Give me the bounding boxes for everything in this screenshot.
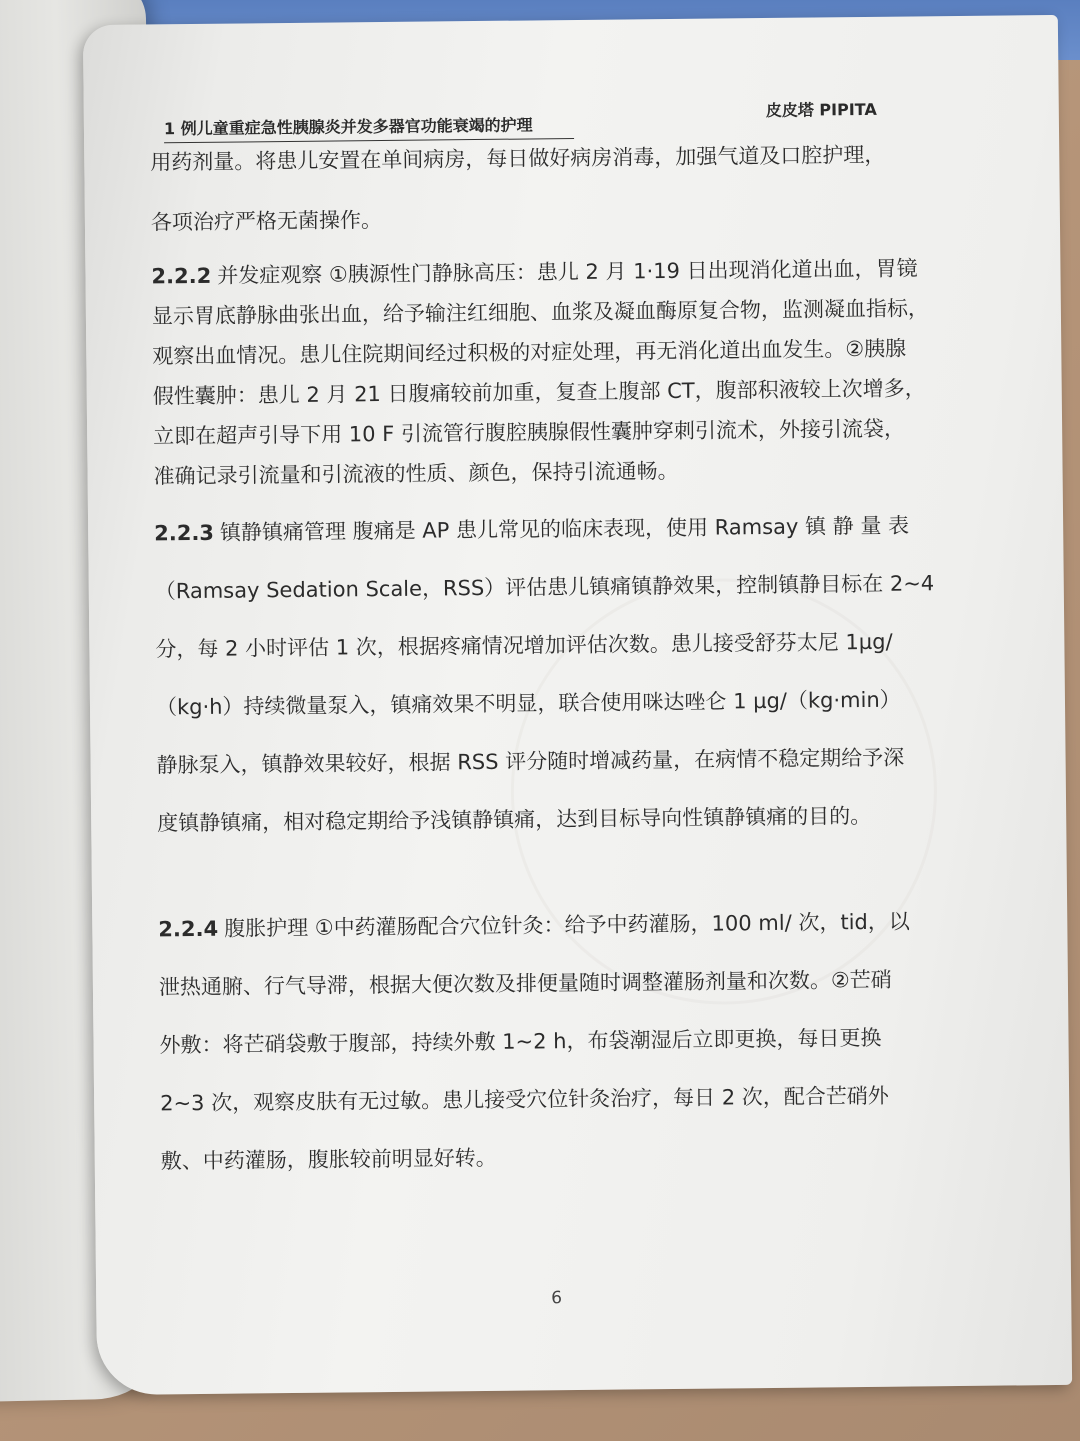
running-header-title: 1 例儿童重症急性胰腺炎并发多器官功能衰竭的护理 (164, 112, 574, 143)
text-line: （kg·h）持续微量泵入，镇痛效果不明显，联合使用咪达唑仑 1 μg/（kg·min） (155, 687, 901, 720)
text-line: 静脉泵入，镇静效果较好，根据 RSS 评分随时增减药量，在病情不稳定期给予深 (156, 745, 905, 778)
text-line: 腹胀护理 ①中药灌肠配合穴位针灸：给予中药灌肠，100 ml/ 次，tid，以 (223, 909, 910, 941)
text-line: 分，每 2 小时评估 1 次，根据疼痛情况增加评估次数。患儿接受舒芬太尼 1μg/ (155, 629, 893, 662)
text-line: 度镇静镇痛，相对稳定期给予浅镇静镇痛，达到目标导向性镇静镇痛的目的。 (157, 803, 872, 836)
text-line: 准确记录引流量和引流液的性质、颜色，保持引流通畅。 (153, 458, 679, 489)
text-line: 立即在超声引导下用 10 F 引流管行腹腔胰腺假性囊肿穿刺引流术，外接引流袋， (153, 416, 906, 449)
text-line: 并发症观察 ①胰源性门静脉高压：患儿 2 月 1·19 日出现消化道出血，胃镜 (217, 256, 918, 288)
text-line: 镇静镇痛管理 腹痛是 AP 患儿常见的临床表现，使用 Ramsay 镇 静 量 表 (219, 513, 910, 545)
text-line: 显示胃底静脉曲张出血，给予输注红细胞、血浆及凝血酶原复合物，监测凝血指标， (151, 296, 929, 329)
text-line: 泄热通腑、行气导滞，根据大便次数及排便量随时调整灌肠剂量和次数。②芒硝 (158, 967, 892, 1000)
section-number: 2.2.2 (151, 263, 212, 289)
body-text (150, 134, 971, 1190)
text-line: 敷、中药灌肠，腹胀较前明显好转。 (160, 1145, 497, 1174)
text-line: 用药剂量。将患儿安置在单间病房，每日做好病房消毒，加强气道及口腔护理， (150, 142, 886, 175)
text-line: 2~3 次，观察皮肤有无过敏。患儿接受穴位针灸治疗，每日 2 次，配合芒硝外 (160, 1083, 889, 1116)
section-number: 2.2.4 (158, 916, 219, 942)
document-page (83, 15, 1072, 1395)
section-number: 2.2.3 (154, 520, 215, 546)
page-number: 6 (551, 1288, 563, 1309)
text-line: 各项治疗严格无菌操作。 (150, 208, 383, 235)
section-2-2-4-first-line (158, 892, 969, 958)
running-header-brand: 皮皮塔 PIPITA (765, 99, 877, 120)
text-line: 观察出血情况。患儿住院期间经过积极的对症处理，再无消化道出血发生。②胰腺 (152, 336, 907, 369)
text-line: （Ramsay Sedation Scale，RSS）评估患儿镇痛镇静效果，控制镇静目标在 2~4 (154, 571, 935, 604)
text-line: 假性囊肿：患儿 2 月 21 日腹痛较前加重，复查上腹部 CT，腹部积液较上次增多， (152, 376, 926, 409)
section-2-2-3-first-line (154, 496, 965, 562)
text-line: 外敷：将芒硝袋敷于腹部，持续外敷 1~2 h，布袋潮湿后立即更换，每日更换 (159, 1025, 882, 1058)
